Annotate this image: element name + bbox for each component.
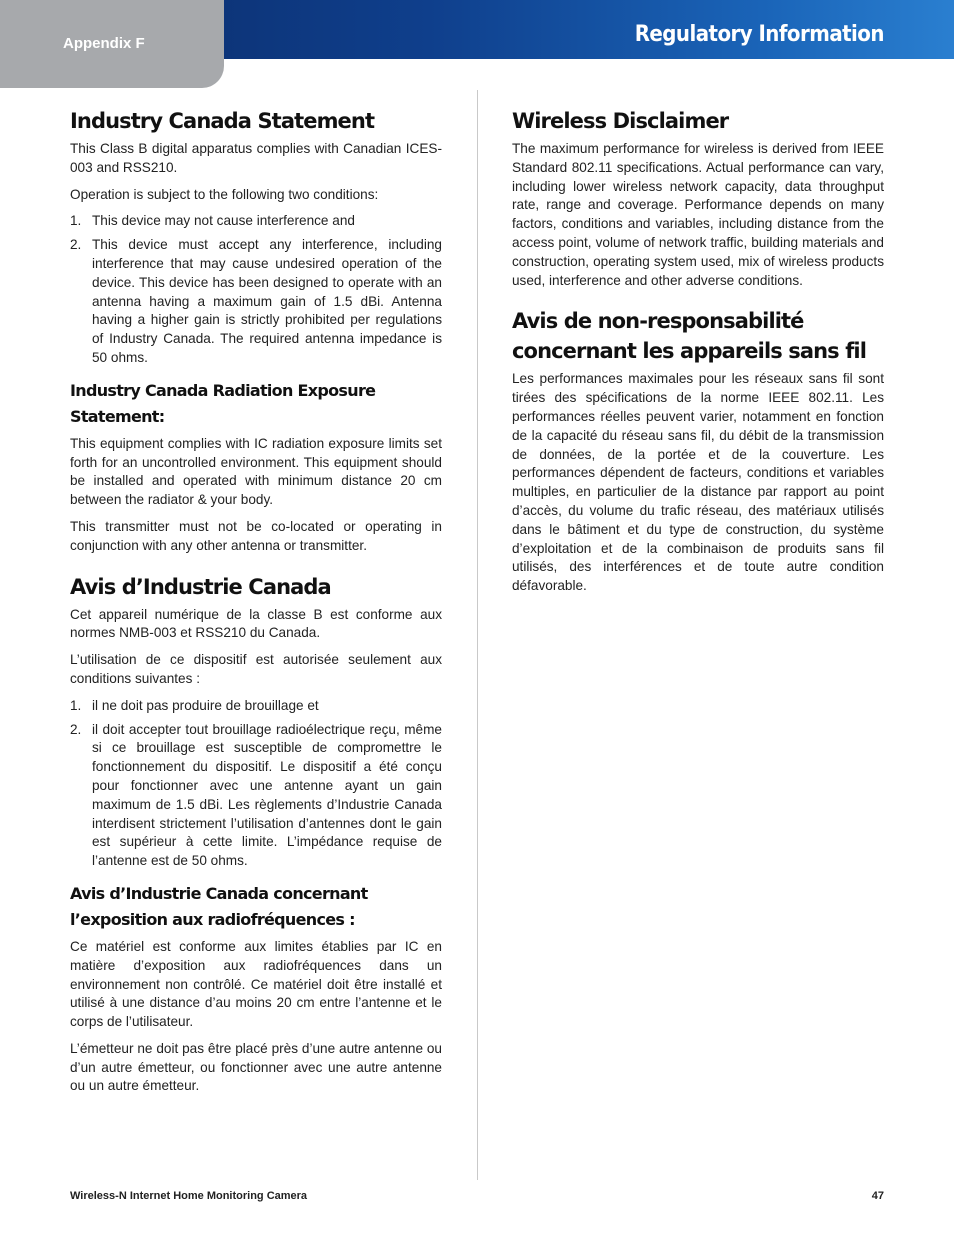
list-number: 2. (70, 237, 82, 253)
paragraph: L’émetteur ne doit pas être placé près d’une autre antenne ou d’un autre émetteur, ou fonctionner avec une autre antenne ou un autre émetteur. (70, 1040, 442, 1094)
radiation-exposure-heading: Industry Canada Radiation Exposure Statement: (70, 380, 376, 426)
conditions-list (70, 697, 442, 871)
paragraph: Les performances maximales pour les réseaux sans fil sont tirées des spécifications de la norme IEEE 802.11. Les performances réelles peuvent varier, notamment en fonction de la capacité du réseau sans fil, du débit de la transmission de données, de la portée et de la couverture. Les performances dépendent de facteurs, conditions et variables multiples, en particulier de la distance par rapport au point d’accès, du volume du trafic réseau, des matériaux utilisés dans le bâtiment et du type de construction, du système d’exploitation et de la combinaison de produits sans fil utilisés, des interférences et de toute autre condition défavorable. (512, 371, 884, 594)
list-number: 1. (70, 697, 82, 713)
paragraph: Operation is subject to the following two conditions: (70, 186, 379, 202)
list-number: 2. (70, 721, 82, 737)
paragraph: This Class B digital apparatus complies with Canadian ICES-003 and RSS210. (70, 141, 442, 175)
list-text: This device may not cause interference and (92, 213, 355, 229)
paragraph: Cet appareil numérique de la classe B est conforme aux normes NMB-003 et RSS210 du Canada. (70, 606, 442, 641)
left-column (70, 106, 442, 1104)
wireless-disclaimer-heading: Wireless Disclaimer (512, 109, 729, 133)
paragraph: This transmitter must not be co-located or operating in conjunction with any other antenna or transmitter. (70, 518, 442, 553)
paragraph: L’utilisation de ce dispositif est autorisée seulement aux conditions suivantes : (70, 652, 442, 686)
appendix-tab (0, 0, 224, 88)
paragraph: This equipment complies with IC radiation exposure limits set forth for an uncontrolled environment. This equipment should be installed and operated with minimum distance 20 cm between the radiator & your body. (70, 435, 442, 508)
list-text: il doit accepter tout brouillage radioélectrique reçu, même si ce brouillage est susceptible de compromettre le fonctionnement du dispositif. Le dispositif a été conçu pour fonctionner avec une antenne ayant un gain maximum de 1.5 dBi. Les règlements d’Industrie Canada interdisent strictement l’utilisation d’antennes dont le gain est supérieur à cette limite. L’impédance requise de l’antenne est de 50 ohms. (92, 721, 442, 869)
avis-industrie-heading: Avis d’Industrie Canada (70, 574, 331, 599)
list-item (70, 236, 442, 368)
appendix-label: Appendix F (63, 35, 145, 52)
conditions-list (70, 212, 442, 367)
avis-non-responsabilite-heading: Avis de non-responsabilité concernant les appareils sans fil (512, 309, 867, 364)
paragraph: The maximum performance for wireless is derived from IEEE Standard 802.11 specifications. Actual performance can vary, including lower wireless network capacity, data throughput rate, range and coverage. Performance depends on many factors, conditions and variables, including distance from the access point, volume of network traffic, building materials and construction, operating system used, mix of wireless products used, interference and other adverse conditions. (512, 141, 884, 288)
list-item (70, 721, 442, 871)
avis-radiofrequences-heading: Avis d’Industrie Canada concernant l’exposition aux radiofréquences : (70, 883, 368, 929)
footer-page-number: 47 (871, 1190, 884, 1202)
column-divider (477, 90, 478, 1180)
right-column (512, 106, 884, 604)
list-number: 1. (70, 213, 82, 229)
paragraph: Ce matériel est conforme aux limites établies par IC en matière d’exposition aux radiofréquences dans un environnement non contrôlé. Ce matériel doit être installé et utilisé à une distance d’au moins 20 cm entre l’antenne et le corps de l’utilisateur. (70, 938, 442, 1030)
list-item (70, 697, 442, 716)
page-title: Regulatory Information (634, 22, 884, 47)
industry-canada-heading: Industry Canada Statement (70, 109, 375, 133)
list-text: This device must accept any interference, including interference that may cause undesired operation of the device. This device has been designed to operate with an antenna having a maximum gain of 1.5 dBi. Antenna having a higher gain is strictly prohibited per regulations of Industry Canada. The required antenna impedance is 50 ohms. (92, 237, 442, 365)
footer-product-name: Wireless-N Internet Home Monitoring Camera (70, 1190, 308, 1202)
list-item (70, 212, 442, 231)
list-text: il ne doit pas produire de brouillage et (92, 697, 319, 713)
